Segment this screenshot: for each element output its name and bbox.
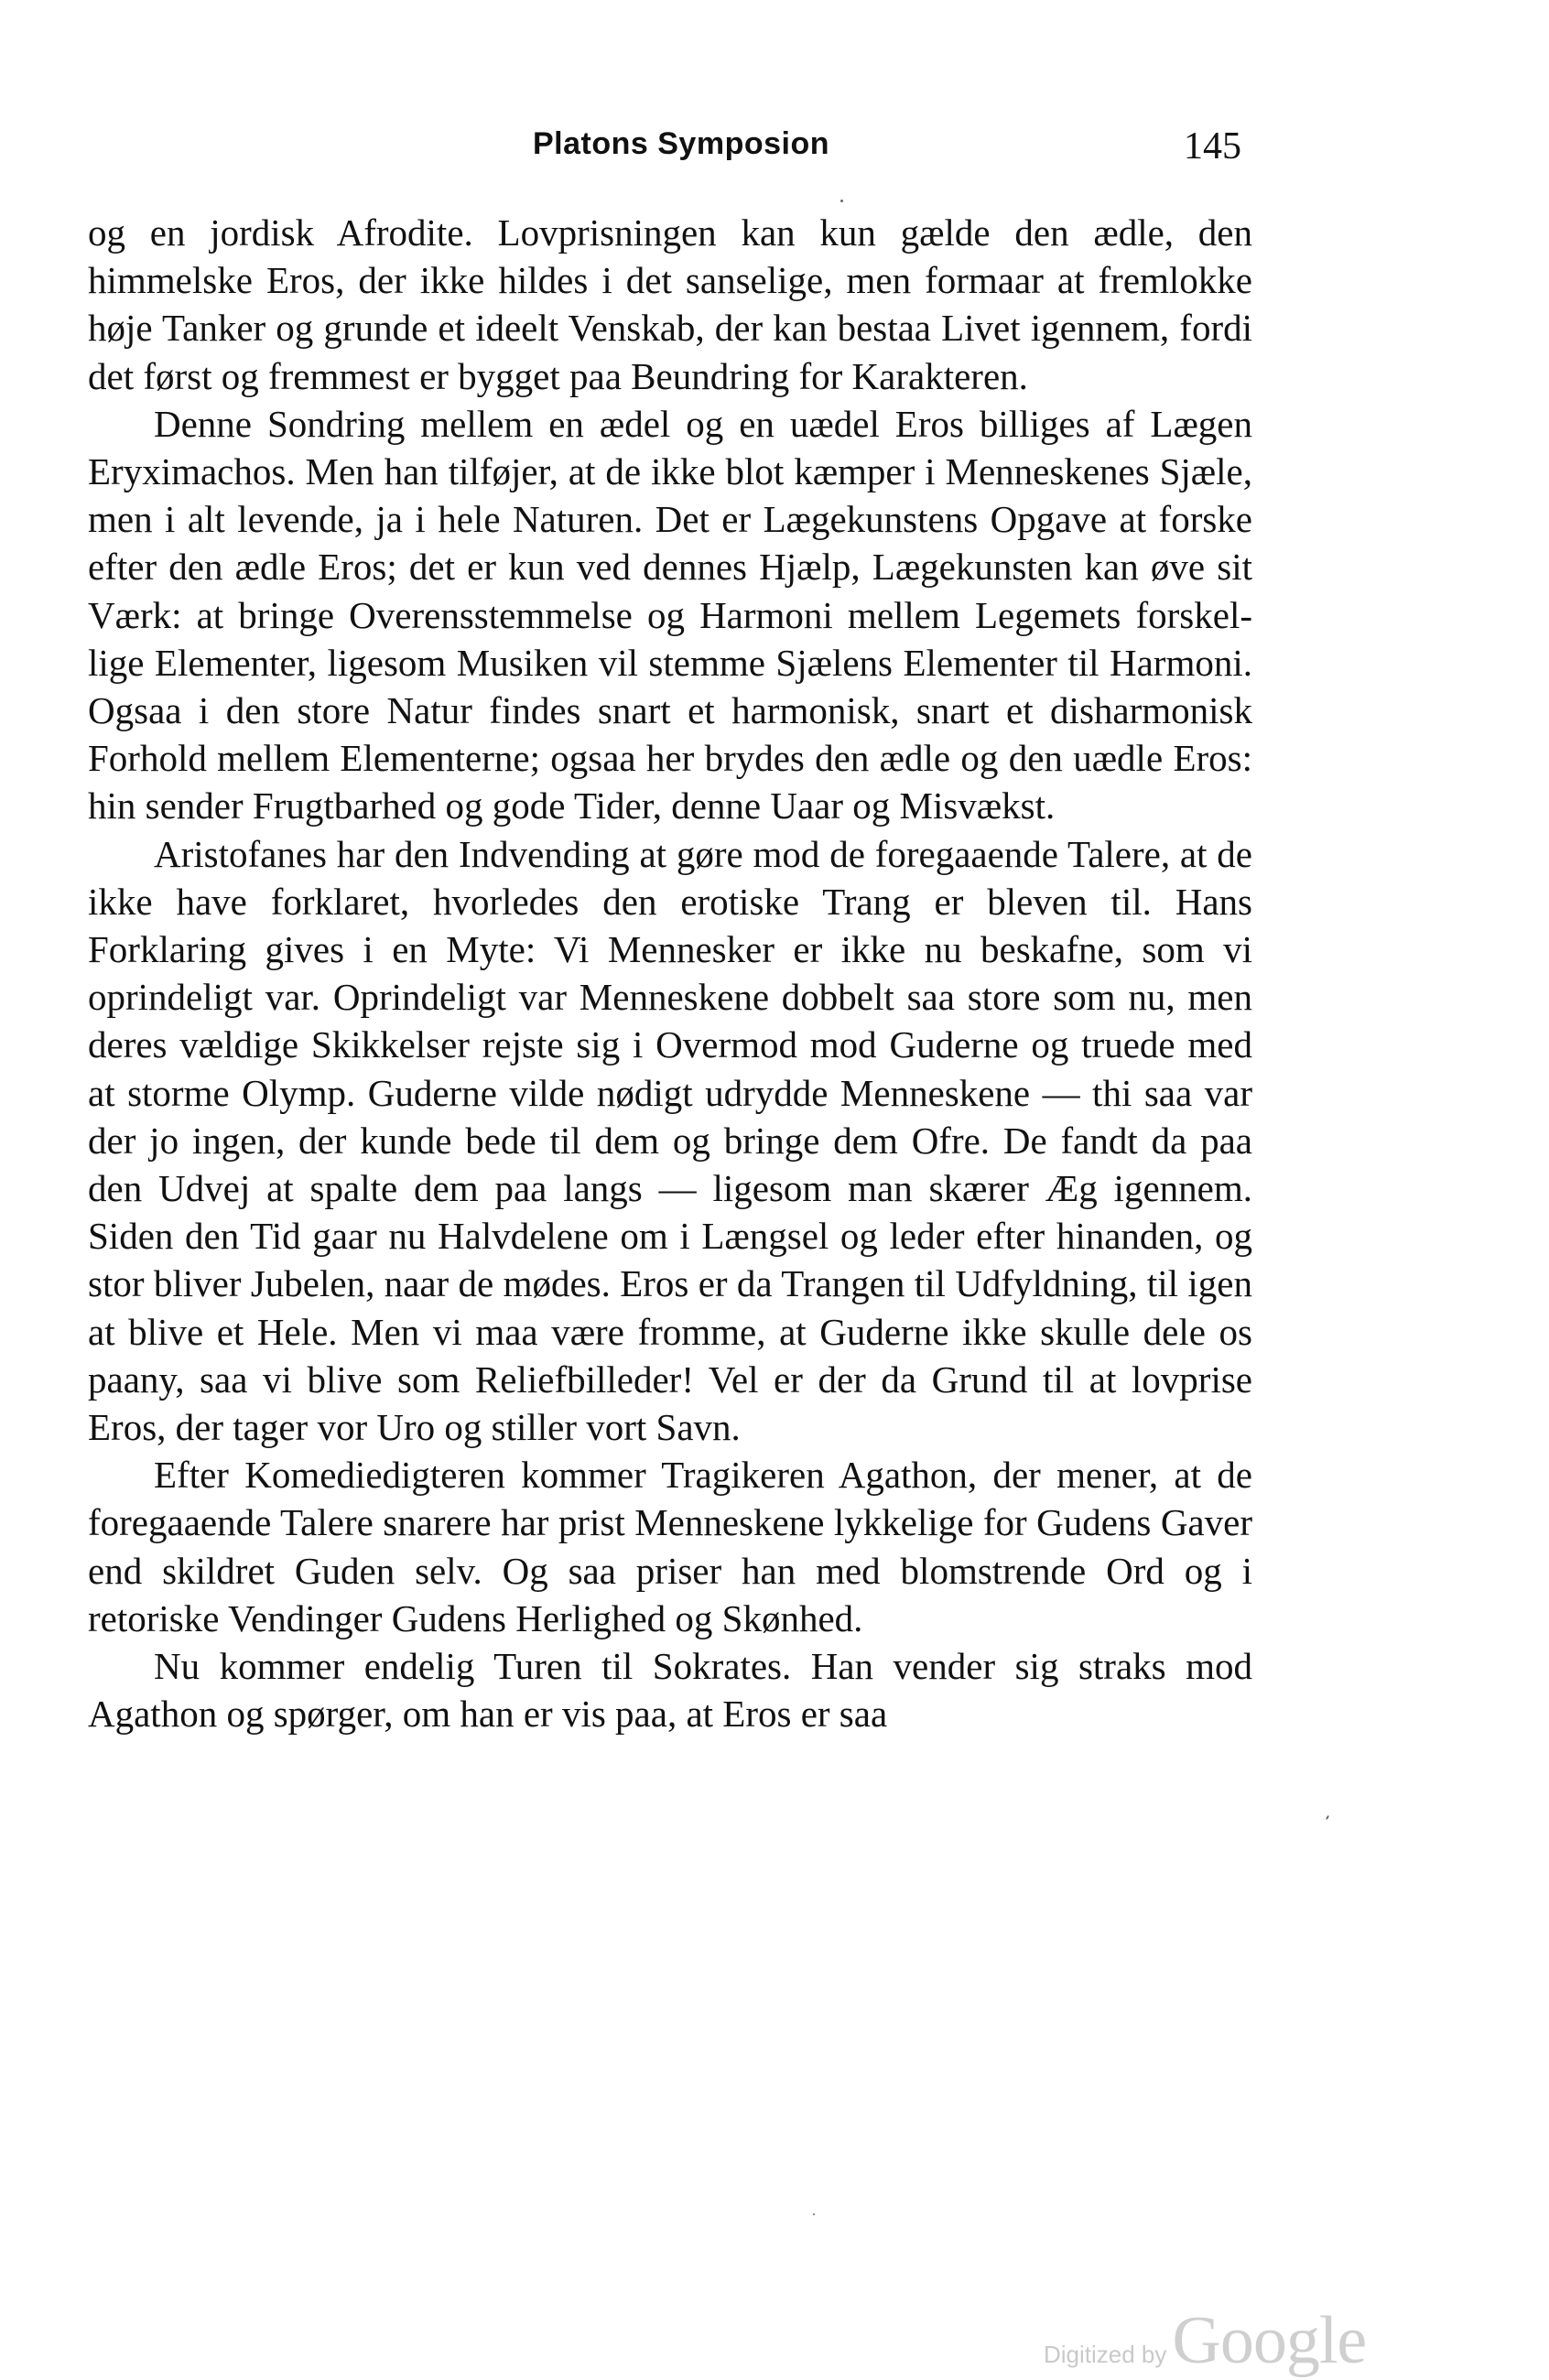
print-speck <box>1326 1815 1329 1820</box>
paragraph-1: og en jordisk Afrodite. Lovprisningen kan kun gælde den ædle, den himmelske Eros, der ikke hildes i det sanselige, men formaar at fremlokke høje Tanker og grunde et ideelt Venskab, der kan bestaa Livet igennem, fordi det først og fremmest er bygget paa Beundring for Karakteren. <box>88 211 1252 397</box>
page-number: 145 <box>1184 125 1241 168</box>
running-title: Platons Symposion <box>533 126 829 161</box>
paragraph-2: Denne Sondring mellem en ædel og en uædel Eros billiges af Lægen Eryximachos. Men han tilføjer, at de ikke blot kæmper i Menneskenes Sjæle, men i alt levende, ja i hele Naturen. Det er Lægekunstens Opgave at forske efter den ædle Eros; det er kun ved dennes Hjælp, Lægekunsten kan øve sit Værk: at bringe Overensstemmelse og Harmoni mellem Legemets forskellige Elementer, ligesom Musiken vil stemme Sjælens Elementer til Harmoni. Ogsaa i den store Natur findes snart et harmonisk, snart et disharmonisk Forhold mellem Elementerne; ogsaa her brydes den ædle og den uædle Eros: hin sender Frugtbarhed og gode Tider, denne Uaar og Misvækst. <box>88 402 1252 828</box>
paragraph-3: Aristofanes har den Indvending at gøre mod de foregaaende Talere, at de ikke have forklaret, hvorledes den erotiske Trang er bleven til. Hans Forklaring gives i en Myte: Vi Mennesker er ikke nu beskafne, som vi oprindeligt var. Oprindeligt var Menneskene dobbelt saa store som nu, men deres vældige Skikkelser rejste sig i Overmod mod Guderne og truede med at storme Olymp. Guderne vilde nødigt udrydde Menneskene — thi saa var der jo ingen, der kunde bede til dem og bringe dem Ofre. De fandt da paa den Udvej at spalte dem paa langs — ligesom man skærer Æg igennem. Siden den Tid gaar nu Halvdelene om i Længsel og leder efter hinanden, og stor bliver Jubelen, naar de mødes. Eros er da Trangen til Udfyldning, til igen at blive et Hele. Men vi maa være fromme, at Guderne ikke skulle dele os paany, saa vi blive som Reliefbilleder! Vel er der da Grund til at lovprise Eros, der tager vor Uro og stiller vort Savn. <box>88 832 1252 1449</box>
paragraph-4: Efter Komediedigteren kommer Tragikeren Agathon, der mener, at de foregaaende Talere snarere har prist Menneskene lykkelige for Gudens Gaver end skildret Guden selv. Og saa priser han med blomstrende Ord og i retoriske Vendinger Gudens Herlighed og Skønhed. <box>88 1454 1252 1639</box>
body-text <box>88 209 1252 1738</box>
print-speck <box>813 2213 815 2215</box>
paragraph-5: Nu kommer endelig Turen til Sokrates. Han vender sig straks mod Agathon og spørger, om han er vis paa, at Eros er saa <box>88 1645 1252 1736</box>
print-speck <box>840 200 843 202</box>
watermark-prefix: Digitized by <box>1044 2341 1167 2368</box>
digitized-by-watermark <box>1044 2302 1366 2380</box>
watermark-brand-logo: Google <box>1172 2303 1367 2378</box>
